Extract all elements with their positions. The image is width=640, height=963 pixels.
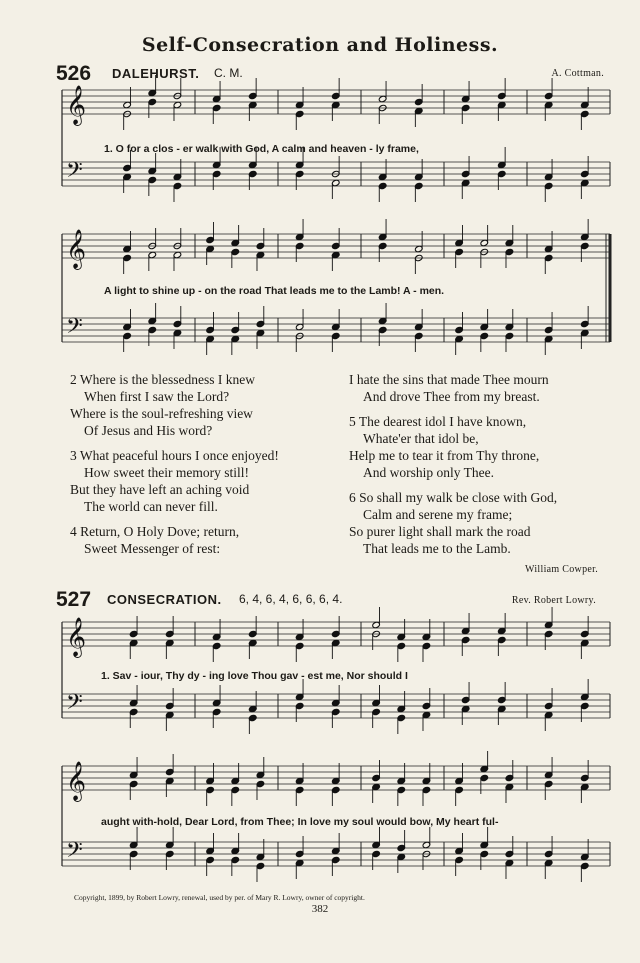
lyrics-527-line2: aught with-hold, Dear Lord, from Thee; In love my soul would bow, My heart ful- xyxy=(101,816,499,828)
meter-527: 6, 4, 6, 4, 6, 6, 6, 4. xyxy=(239,592,343,606)
bass-clef-icon: 𝄢 xyxy=(66,690,83,720)
page-number: 382 xyxy=(311,903,329,915)
author-526: William Cowper. xyxy=(525,564,598,575)
verse-line: Help me to tear it from Thy throne, xyxy=(349,448,540,463)
verse-line: And worship only Thee. xyxy=(363,465,494,480)
verse-line: 6 So shall my walk be close with God, xyxy=(349,490,558,505)
verse-line: And drove Thee from my breast. xyxy=(363,389,540,404)
treble-clef-icon: 𝄞 xyxy=(66,761,87,801)
verse-line: How sweet their memory still! xyxy=(84,465,249,480)
verse-line: The world can never fill. xyxy=(84,499,218,514)
treble-clef-icon: 𝄞 xyxy=(66,617,87,657)
treble-clef-icon: 𝄞 xyxy=(66,85,87,125)
verses-right-column xyxy=(349,371,557,557)
bass-staff xyxy=(62,162,610,186)
verse-line: Calm and serene my frame; xyxy=(363,507,513,522)
verse-line: But they have left an aching void xyxy=(70,482,250,497)
verse-line: I hate the sins that made Thee mourn xyxy=(349,372,549,387)
copyright-notice: Copyright, 1899, by Robert Lowry, renewal, used by per. of Mary R. Lowry, owner of copyright. xyxy=(74,893,365,902)
bass-clef-icon: 𝄢 xyxy=(66,838,83,868)
section-title: Self-Consecration and Holiness. xyxy=(141,34,499,56)
bass-clef-icon: 𝄢 xyxy=(66,158,83,188)
composer-526: A. Cottman. xyxy=(551,68,604,79)
hymn-number-527: 527 xyxy=(56,588,92,611)
meter-526: C. M. xyxy=(214,66,243,80)
verses-left-column xyxy=(70,371,279,557)
verse-line: Of Jesus and His word? xyxy=(84,423,213,438)
lyrics-526-line1: 1. O for a clos - er walk with God, A calm and heaven - ly frame, xyxy=(104,143,419,155)
treble-clef-icon: 𝄞 xyxy=(66,229,87,269)
verse-line: 2 Where is the blessedness I knew xyxy=(70,372,255,387)
verse-line: 5 The dearest idol I have known, xyxy=(349,414,527,429)
tune-name-527: CONSECRATION. xyxy=(107,592,222,607)
bass-clef-icon: 𝄢 xyxy=(66,314,83,344)
verse-line: That leads me to the Lamb. xyxy=(363,541,511,556)
lyrics-526-line2: A light to shine up - on the road That leads me to the Lamb! A - men. xyxy=(104,285,445,297)
tune-name-526: DALEHURST. xyxy=(112,66,200,81)
lyrics-527-line1: 1. Sav - iour, Thy dy - ing love Thou gav - est me, Nor should I xyxy=(101,670,408,682)
verse-line: Sweet Messenger of rest: xyxy=(84,541,221,556)
composer-527: Rev. Robert Lowry. xyxy=(511,595,596,606)
verse-line: Whate'er that idol be, xyxy=(363,431,479,446)
verse-line: When first I saw the Lord? xyxy=(84,389,230,404)
verse-line: Where is the soul-refreshing view xyxy=(70,406,253,421)
verse-line: So purer light shall mark the road xyxy=(349,524,531,539)
hymn-number-526: 526 xyxy=(56,62,92,85)
verse-line: 3 What peaceful hours I once enjoyed! xyxy=(70,448,279,463)
verse-line: 4 Return, O Holy Dove; return, xyxy=(70,524,240,539)
